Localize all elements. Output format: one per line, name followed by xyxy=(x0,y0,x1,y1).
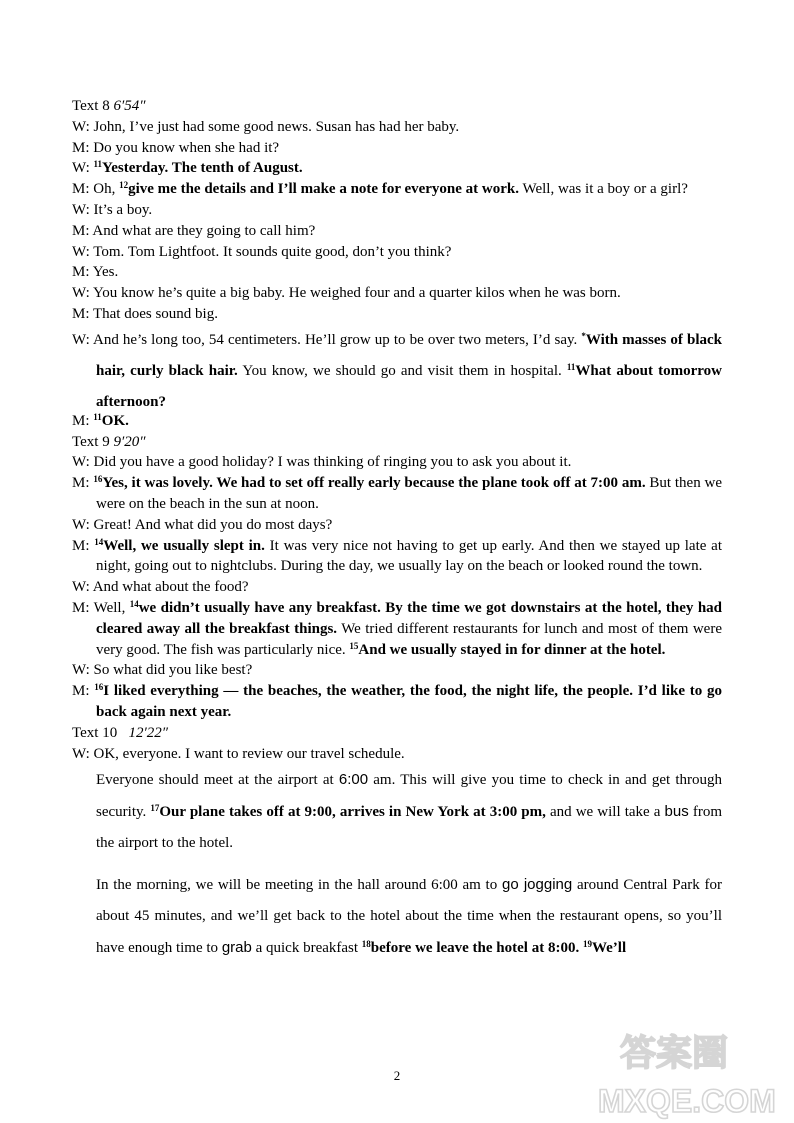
dialogue-line: W: And what about the food? xyxy=(72,579,249,596)
question-number: 16 xyxy=(94,682,104,693)
answer-key-text: before we leave the hotel at 8:00. xyxy=(370,940,583,957)
question-number: 18 xyxy=(361,939,371,950)
monologue-paragraph: In the morning, we will be meeting in the hall around 6:00 am to go jogging around Central Park for about 45 minutes, and we’ll get back to the hotel about the time when the restaurant opens, so you’ll have enough time to grab a quick breakfast $^{18}$before we leave the hotel at 8:00. $^{19}$We’ll xyxy=(96,876,723,957)
dialogue-line: W: So what did you like best? xyxy=(72,662,253,679)
answer-key-text: Yesterday. The tenth of August. xyxy=(102,160,303,177)
section-time: 12′22″ xyxy=(128,724,168,741)
dialogue-line: W: Did you have a good holiday? I was thinking of ringing you to ask you about it. xyxy=(72,454,572,471)
answer-key-text: We’ll xyxy=(591,940,627,957)
monologue-paragraph: Everyone should meet at the airport at 6:00 am. This will give you time to check in and get through security. $^{17}$Our plane takes off at 9:00, arrives in New York at 3:00 pm, and we will take a bus from the airport to the hotel. xyxy=(96,771,722,852)
dialogue-line: W: You know he’s quite a big baby. He weighed four and a quarter kilos when he was born. xyxy=(72,285,621,302)
dialogue-line: M: $^{16}$Yes, it was lovely. We had to set off really early because the plane took off at 7:00 am. But then we were on the beach in the sun at noon. xyxy=(72,474,722,512)
dialogue-line: M: Well, $^{14}$we didn’t usually have any breakfast. By the time we got downstairs at the hotel, they had cleared away all the breakfast things. We tried different restaurants for lunch and most of them were very good. The fish was particularly nice. $^{15}$And we usually stayed in for dinner at the hotel. xyxy=(72,598,723,658)
question-number: 11 xyxy=(93,411,102,422)
dialogue-line: W: It’s a boy. xyxy=(72,201,153,218)
question-number: 16 xyxy=(93,474,103,485)
watermark-bottom-text: MXQE.COM xyxy=(598,1083,776,1119)
section-heading-text10: Text 10 12′22″ xyxy=(72,724,168,741)
section-time: 6′54″ xyxy=(113,98,146,114)
answer-key-text: Our plane takes off at 9:00, arrives in New York at 3:00 pm, xyxy=(159,804,546,821)
question-number: * xyxy=(581,330,586,341)
page-number: 2 xyxy=(393,1068,401,1083)
answer-key-text: Well, we usually slept in. xyxy=(103,537,265,554)
question-number: 15 xyxy=(349,640,359,651)
answer-key-text: Yes, it was lovely. We had to set off really early because the plane took off at 7:00 am. xyxy=(102,475,646,492)
dialogue-line: W: Great! And what did you do most days? xyxy=(72,516,333,533)
question-number: 14 xyxy=(129,598,139,609)
question-number: 12 xyxy=(119,180,129,191)
section-time: 9′20″ xyxy=(113,433,146,450)
dialogue-line: M: Oh, $^{12}$give me the details and I’ll make a note for everyone at work. Well, was it a boy or a girl? xyxy=(72,180,688,198)
dialogue-line: M: $^{14}$Well, we usually slept in. It was very nice not having to get up early. And then we stayed up late at night, going out to nightclubs. During the day, we usually lay on the beach or looked round the town. xyxy=(72,536,722,575)
answer-key-text: give me the details and I’ll make a note for everyone at work. xyxy=(128,181,520,198)
answer-key-text: we didn’t usually have any breakfast. By the time we got downstairs at the hotel, they had cleared away all the breakfast things. xyxy=(96,599,723,637)
answer-key-text: What about tomorrow afternoon? xyxy=(96,362,722,410)
dialogue-line: W: John, I’ve just had some good news. Susan has had her baby. xyxy=(72,118,460,135)
watermark-top-text: 答案圈 xyxy=(620,1032,729,1073)
dialogue-line: W: $^{11}$Yesterday. The tenth of August. xyxy=(72,159,303,177)
answer-key-text: I liked everything — the beaches, the weather, the food, the night life, the people. I’d like to go back again next year. xyxy=(96,683,722,720)
dialogue-line: W: OK, everyone. I want to review our travel schedule. xyxy=(72,745,405,762)
question-number: 19 xyxy=(582,939,592,950)
section-heading-text9: Text 9 9′20″ xyxy=(72,433,146,450)
answer-key-text: OK. xyxy=(101,412,129,429)
dialogue-line: M: $^{16}$I liked everything — the beaches, the weather, the food, the night life, the people. I’d like to go back again next year. xyxy=(72,682,722,720)
question-number: 11 xyxy=(93,159,103,170)
section-heading-text8: Text 8 6′54″ xyxy=(72,98,146,114)
dialogue-line: M: $^{11}$OK. xyxy=(72,411,129,429)
dialogue-line: M: That does sound big. xyxy=(72,305,218,322)
dialogue-line: M: Do you know when she had it? xyxy=(72,139,280,156)
watermark-logo xyxy=(590,1020,790,1120)
question-number: 17 xyxy=(150,803,160,814)
dialogue-line: W: And he’s long too, 54 centimeters. He’ll grow up to be over two meters, I’d say. *With masses of black hair, curly black hair. You know, we should go and visit them in hospital. $^{11}$What about tomorrow afternoon? xyxy=(72,330,722,410)
dialogue-line: W: Tom. Tom Lightfoot. It sounds quite good, don’t you think? xyxy=(72,243,452,260)
dialogue-line: M: And what are they going to call him? xyxy=(72,222,316,239)
dialogue-line: M: Yes. xyxy=(72,264,119,281)
document-body xyxy=(72,96,722,964)
question-number: 11 xyxy=(566,361,576,372)
question-number: 14 xyxy=(94,536,104,547)
answer-key-text: And we usually stayed in for dinner at the hotel. xyxy=(358,641,666,658)
answer-key-text: With masses of black hair, curly black hair. xyxy=(96,331,722,379)
